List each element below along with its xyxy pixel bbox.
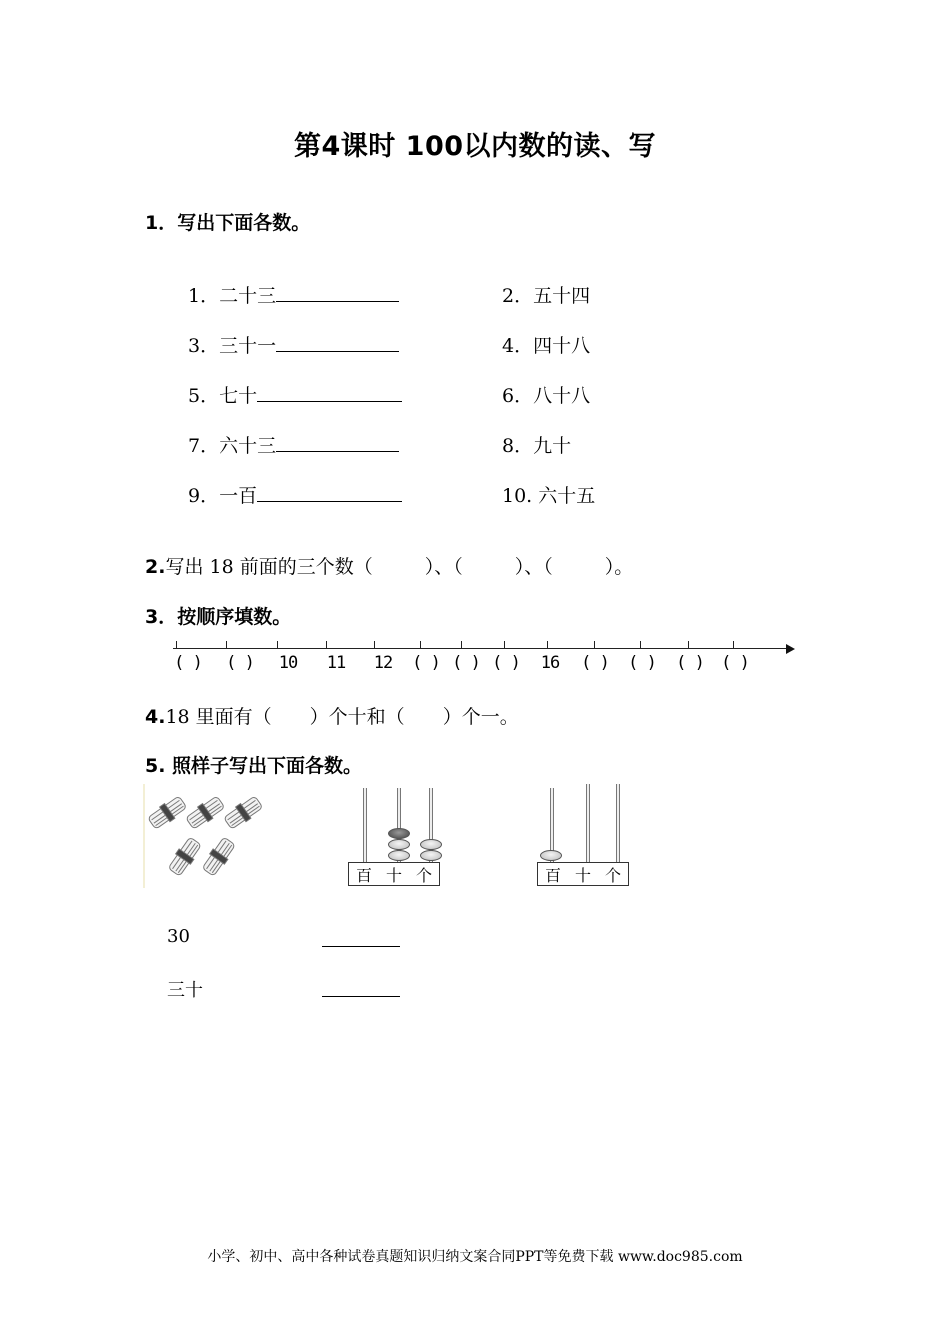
- place-label-tens: 十: [385, 865, 402, 885]
- answer-blank[interactable]: [257, 383, 402, 402]
- q1-item-10: 10. 六十五: [502, 485, 596, 507]
- question-3-heading: 3．按顺序填数。: [145, 606, 292, 628]
- tick: [504, 641, 505, 649]
- abacus-rod-tens: [586, 784, 590, 862]
- question-end: ）。: [604, 556, 634, 578]
- answer-blank[interactable]: [257, 483, 402, 502]
- number-line-blank[interactable]: ( ): [676, 653, 704, 673]
- answer-blank[interactable]: [276, 283, 399, 302]
- place-label-hundreds: 百: [544, 865, 561, 885]
- q1-item-label: 5．七十: [188, 385, 258, 407]
- q1-item-label: 1．二十三: [188, 285, 277, 307]
- number-line-value: 11: [326, 653, 346, 673]
- q1-item-9: [188, 481, 402, 508]
- q1-item-label: 3．三十一: [188, 335, 277, 357]
- question-text: 写出 18 前面的三个数（: [165, 556, 373, 578]
- answer-blank[interactable]: [276, 433, 399, 452]
- tick: [374, 641, 375, 649]
- q1-item-3: [188, 331, 399, 358]
- number-line-blank[interactable]: ( ): [174, 653, 202, 673]
- tick: [420, 641, 421, 649]
- place-label-tens: 十: [574, 865, 591, 885]
- separator: ）、（: [514, 556, 553, 578]
- tick: [733, 641, 734, 649]
- example-words: 三十: [167, 980, 203, 1001]
- question-text: ）个十和（: [309, 706, 405, 728]
- place-label-hundreds: 百: [355, 865, 372, 885]
- abacus-bead: [388, 850, 410, 861]
- tick: [594, 641, 595, 649]
- number-line-blank[interactable]: ( ): [721, 653, 749, 673]
- question-number: 4.: [145, 706, 166, 728]
- answer-blank-number[interactable]: [322, 928, 400, 947]
- number-line-blank[interactable]: ( ): [628, 653, 656, 673]
- number-line-blank[interactable]: ( ): [492, 653, 520, 673]
- abacus-bead: [420, 839, 442, 850]
- number-line-blank[interactable]: ( ): [412, 653, 440, 673]
- q1-item-5: [188, 381, 402, 408]
- page-title: 第4课时 100以内数的读、写: [293, 131, 657, 162]
- q1-item-label: 9．一百: [188, 485, 258, 507]
- tick: [226, 641, 227, 649]
- tick: [326, 641, 327, 649]
- separator: ）、（: [424, 556, 463, 578]
- abacus-image-2: [529, 784, 633, 888]
- q1-item-label: 7．六十三: [188, 435, 277, 457]
- number-line-blank[interactable]: ( ): [452, 653, 480, 673]
- tick: [688, 641, 689, 649]
- tick: [176, 641, 177, 649]
- place-label-ones: 个: [415, 865, 432, 885]
- example-number: 30: [167, 926, 190, 947]
- question-number: 2.: [145, 556, 166, 578]
- question-2: [145, 552, 633, 579]
- abacus-image-1: [334, 784, 438, 888]
- abacus-place-labels: [537, 862, 629, 886]
- q1-item-4: 4．四十八: [502, 335, 591, 357]
- abacus-rod-hundreds: [363, 788, 367, 862]
- tick: [277, 641, 278, 649]
- number-line-axis: [173, 648, 789, 649]
- question-5-heading: 5. 照样子写出下面各数。: [145, 755, 363, 777]
- abacus-bead: [388, 828, 410, 839]
- tick: [640, 641, 641, 649]
- tick: [461, 641, 462, 649]
- number-line-blank[interactable]: ( ): [581, 653, 609, 673]
- number-line: [168, 640, 800, 684]
- number-line-blank[interactable]: ( ): [226, 653, 254, 673]
- arrow-right-icon: [786, 644, 795, 654]
- abacus-place-labels: [348, 862, 440, 886]
- stick-bundles-image: [143, 784, 268, 888]
- abacus-bead: [540, 850, 562, 861]
- footer-text: 小学、初中、高中各种试卷真题知识归纳文案合同PPT等免费下载 www.doc985.com: [207, 1249, 743, 1265]
- question-text: ）个一。: [442, 706, 519, 728]
- place-label-ones: 个: [604, 865, 621, 885]
- number-line-value: 12: [373, 653, 393, 673]
- number-line-value: 16: [540, 653, 560, 673]
- q1-item-1: [188, 281, 399, 308]
- question-text: 18 里面有（: [165, 706, 272, 728]
- number-line-value: 10: [278, 653, 298, 673]
- abacus-bead: [420, 850, 442, 861]
- answer-blank-words[interactable]: [322, 978, 400, 997]
- q1-item-8: 8．九十: [502, 435, 572, 457]
- answer-blank[interactable]: [276, 333, 399, 352]
- abacus-bead: [388, 839, 410, 850]
- q1-item-7: [188, 431, 399, 458]
- question-1-heading: 1．写出下面各数。: [145, 212, 311, 234]
- q1-item-2: 2．五十四: [502, 285, 591, 307]
- abacus-rod-ones: [616, 784, 620, 862]
- tick: [547, 641, 548, 649]
- question-4: [145, 702, 519, 729]
- q1-item-6: 6．八十八: [502, 385, 591, 407]
